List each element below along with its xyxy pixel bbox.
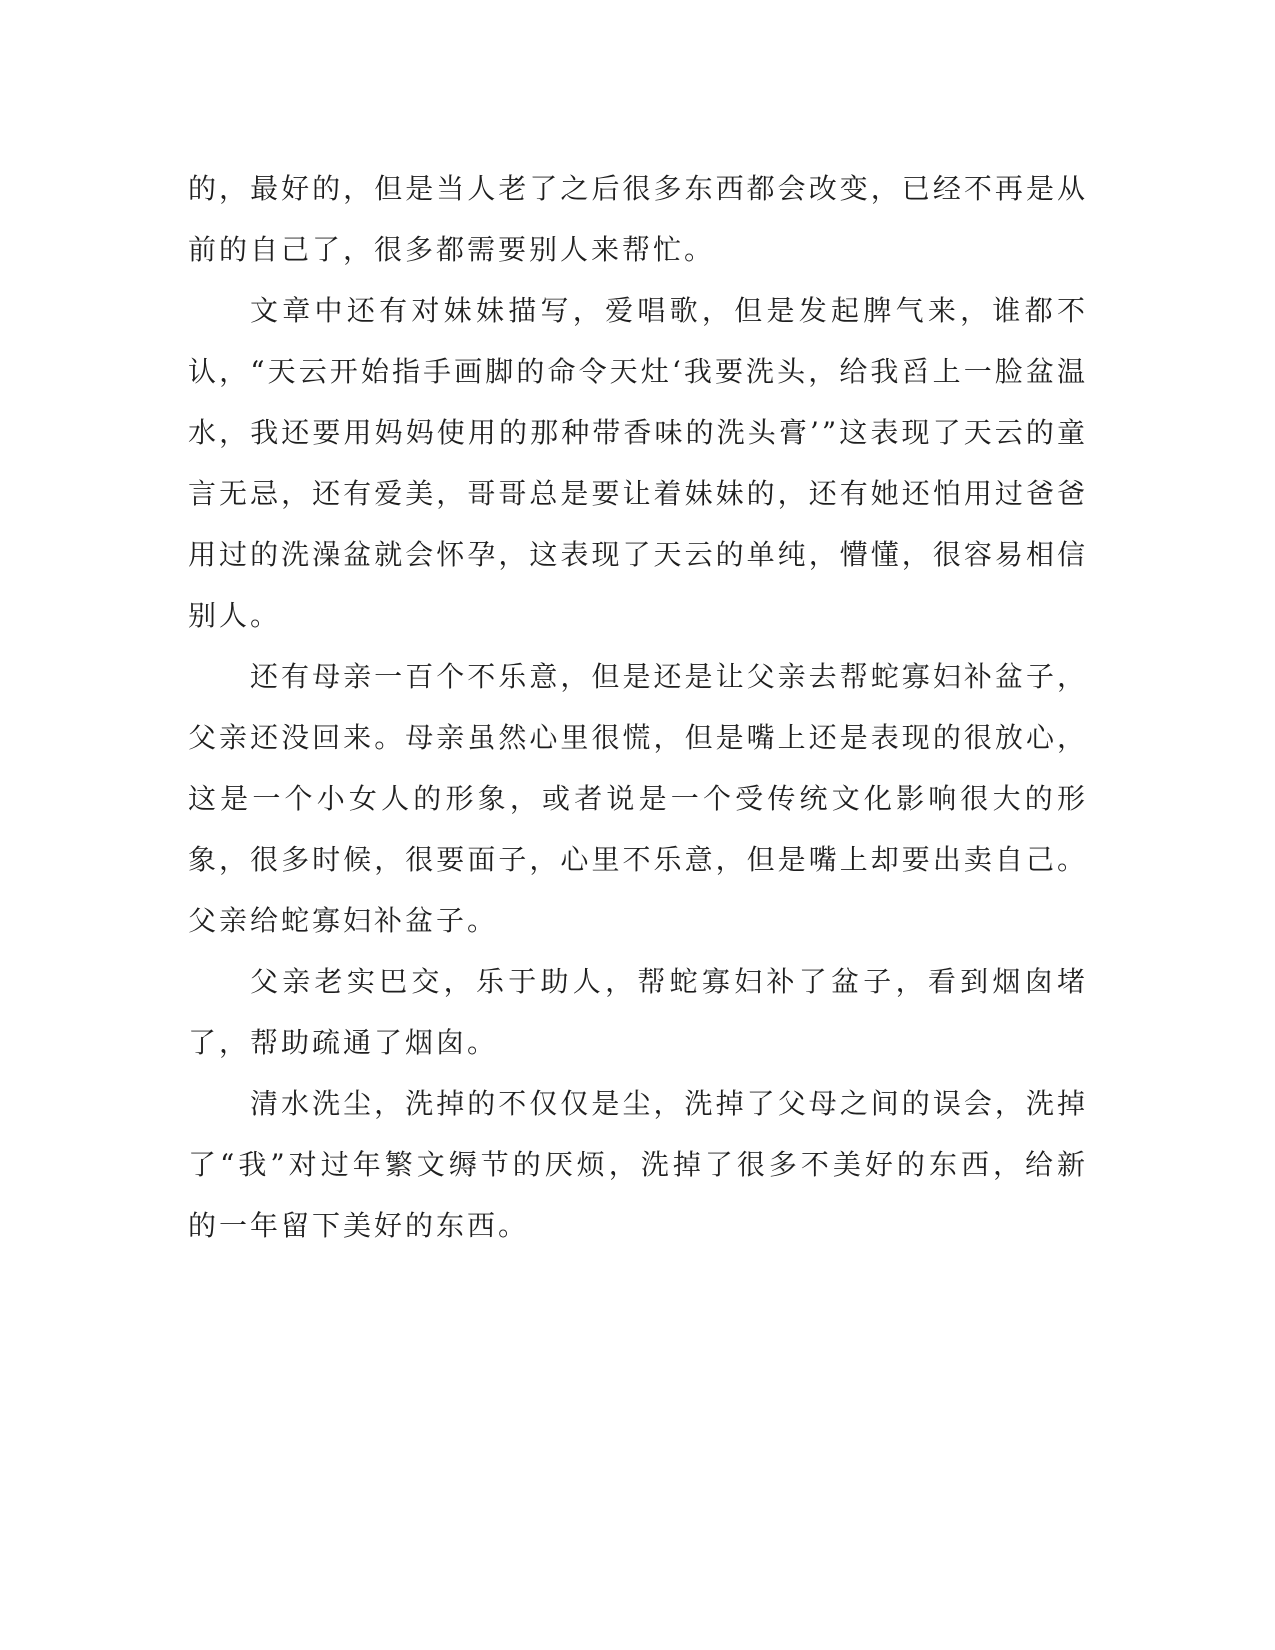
paragraph-2: 文章中还有对妹妹描写，爱唱歌，但是发起脾气来，谁都不认，“天云开始指手画脚的命令天灶‘我要洗头，给我舀上一脸盆温水，我还要用妈妈使用的那种带香味的洗头膏’”这表现了天云的童言无忌，还有爱美，哥哥总是要让着妹妹的，还有她还怕用过爸爸用过的洗澡盆就会怀孕，这表现了天云的单纯，懵懂，很容易相信别人。 — [188, 294, 1088, 632]
document-body — [188, 158, 1088, 1256]
paragraph-5: 清水洗尘，洗掉的不仅仅是尘，洗掉了父母之间的误会，洗掉了“我”对过年繁文缛节的厌烦，洗掉了很多不美好的东西，给新的一年留下美好的东西。 — [188, 1087, 1088, 1242]
paragraph-4: 父亲老实巴交，乐于助人，帮蛇寡妇补了盆子，看到烟囱堵了，帮助疏通了烟囱。 — [188, 965, 1088, 1059]
paragraph-1: 的，最好的，但是当人老了之后很多东西都会改变，已经不再是从前的自己了，很多都需要别人来帮忙。 — [188, 172, 1088, 266]
paragraph-3: 还有母亲一百个不乐意，但是还是让父亲去帮蛇寡妇补盆子，父亲还没回来。母亲虽然心里很慌，但是嘴上还是表现的很放心，这是一个小女人的形象，或者说是一个受传统文化影响很大的形象，很多时候，很要面子，心里不乐意，但是嘴上却要出卖自己。父亲给蛇寡妇补盆子。 — [188, 660, 1088, 937]
